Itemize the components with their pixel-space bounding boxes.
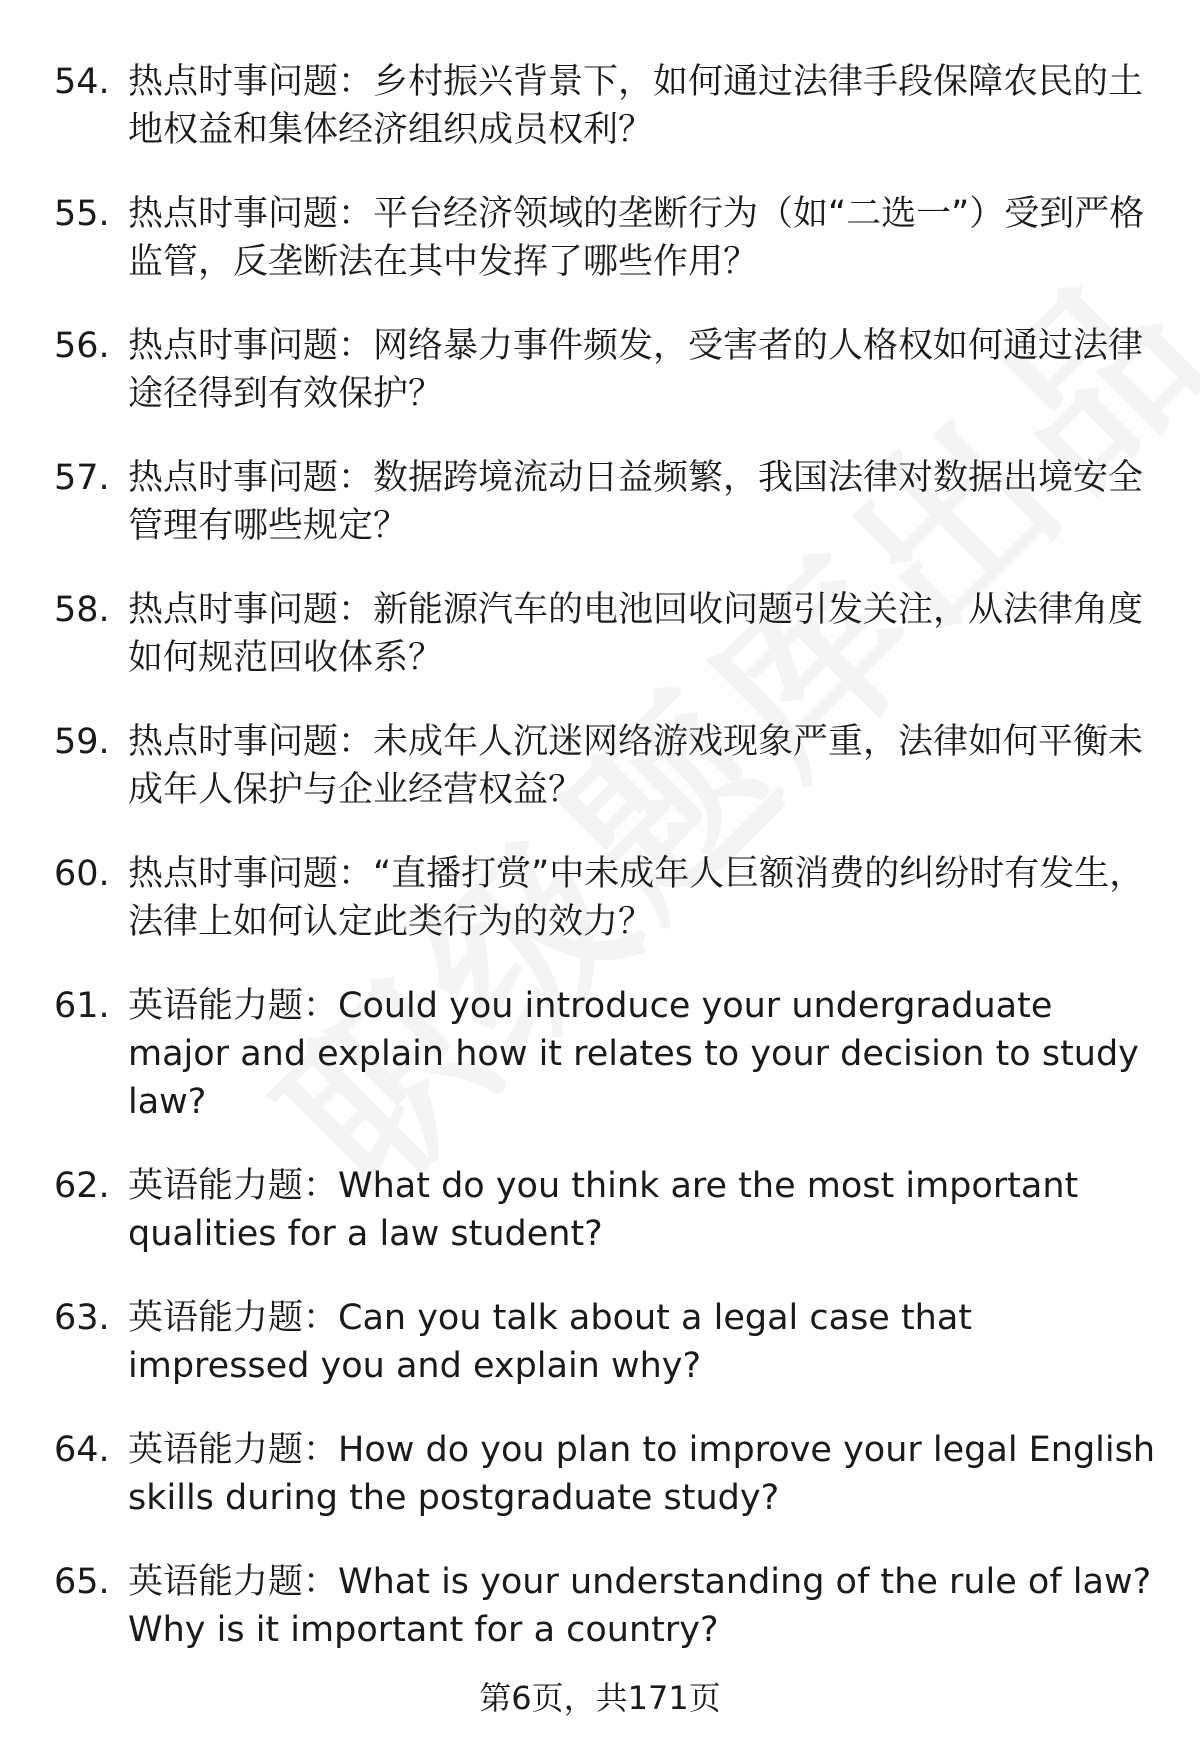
question-number: 58. — [54, 590, 110, 630]
question-number: 63. — [54, 1298, 110, 1338]
question-text: 热点时事问题：数据跨境流动日益频繁，我国法律对数据出境安全管理有哪些规定？ — [128, 458, 1144, 546]
question-number: 56. — [54, 326, 110, 366]
list-item — [0, 1162, 1200, 1294]
question-number: 54. — [54, 62, 110, 102]
question-text: 英语能力题：What do you think are the most important qualities for a law student? — [128, 1166, 1079, 1254]
question-text: 热点时事问题：“直播打赏”中未成年人巨额消费的纠纷时有发生，法律上如何认定此类行为的效力？ — [128, 854, 1145, 942]
page-footer: 第6页，共171页 — [479, 1679, 721, 1717]
question-number: 55. — [54, 194, 110, 234]
list-item — [0, 454, 1200, 586]
question-text: 英语能力题：How do you plan to improve your legal English skills during the postgraduate study? — [128, 1430, 1156, 1518]
question-text: 英语能力题：What is your understanding of the rule of law? Why is it important for a country? — [128, 1562, 1152, 1650]
list-item — [0, 190, 1200, 322]
list-item — [0, 1558, 1200, 1690]
list-item — [0, 58, 1200, 190]
list-item — [0, 850, 1200, 982]
question-text: 热点时事问题：平台经济领域的垄断行为（如“二选一”）受到严格监管，反垄断法在其中发挥了哪些作用？ — [128, 194, 1145, 282]
question-text: 热点时事问题：未成年人沉迷网络游戏现象严重，法律如何平衡未成年人保护与企业经营权益？ — [128, 722, 1144, 810]
question-number: 62. — [54, 1166, 110, 1206]
list-item — [0, 982, 1200, 1162]
question-text: 英语能力题：Could you introduce your undergraduate major and explain how it relates to your decision to study law? — [128, 986, 1139, 1122]
question-number: 59. — [54, 722, 110, 762]
list-item — [0, 586, 1200, 718]
question-number: 65. — [54, 1562, 110, 1602]
list-item — [0, 322, 1200, 454]
question-number: 57. — [54, 458, 110, 498]
question-text: 热点时事问题：乡村振兴背景下，如何通过法律手段保障农民的土地权益和集体经济组织成员权利？ — [128, 62, 1144, 150]
question-text: 热点时事问题：网络暴力事件频发，受害者的人格权如何通过法律途径得到有效保护？ — [128, 326, 1144, 414]
question-list — [0, 58, 1200, 1690]
list-item — [0, 1294, 1200, 1426]
question-number: 61. — [54, 986, 110, 1026]
list-item — [0, 1426, 1200, 1558]
list-item — [0, 718, 1200, 850]
question-text: 热点时事问题：新能源汽车的电池回收问题引发关注，从法律角度如何规范回收体系？ — [128, 590, 1144, 678]
question-number: 64. — [54, 1430, 110, 1470]
question-text: 英语能力题：Can you talk about a legal case that impressed you and explain why? — [128, 1298, 973, 1386]
question-number: 60. — [54, 854, 110, 894]
